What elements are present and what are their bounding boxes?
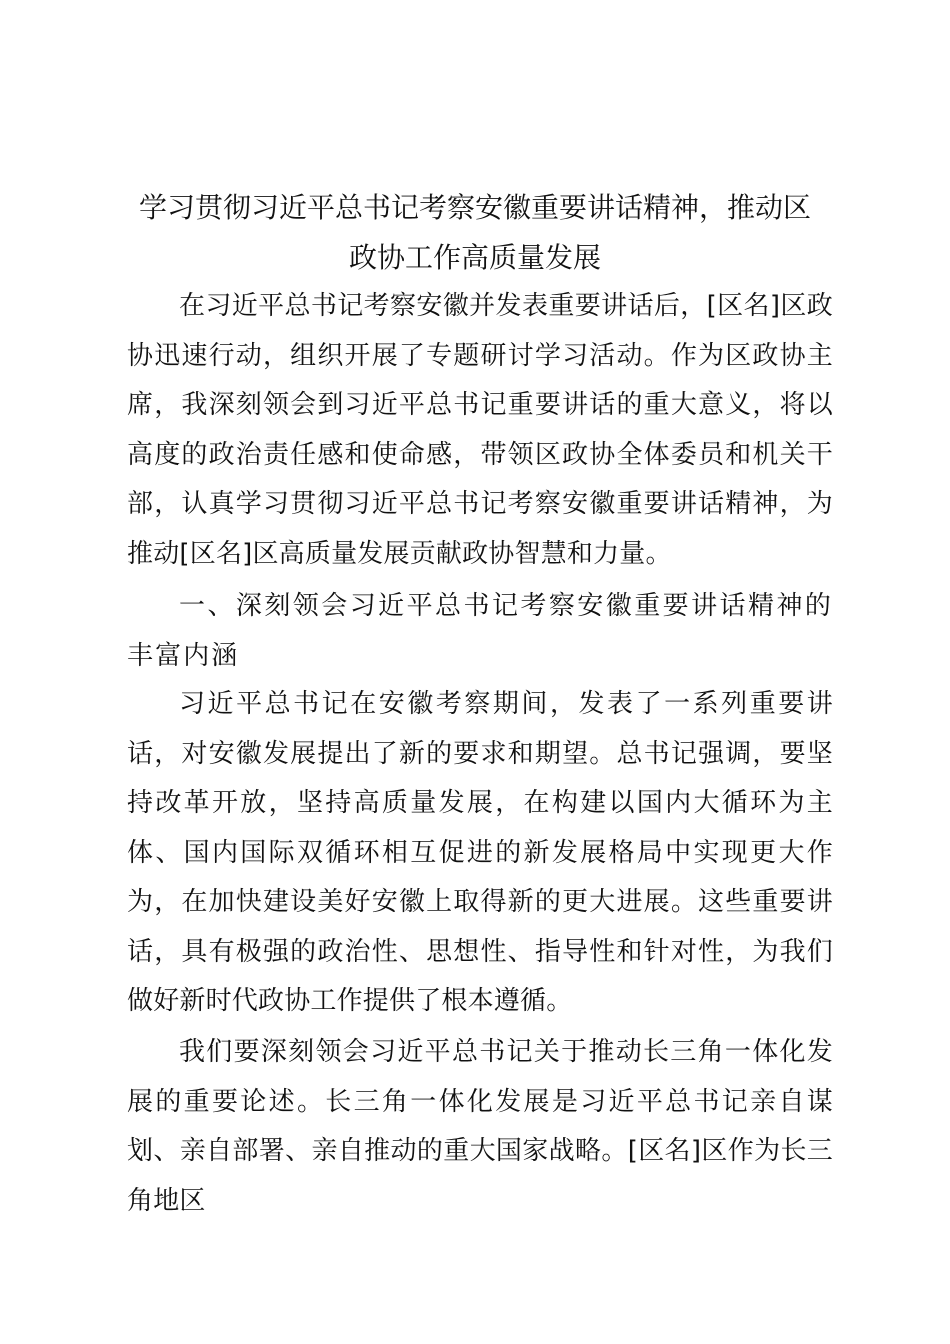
paragraph-intro: 在习近平总书记考察安徽并发表重要讲话后，[区名]区政协迅速行动，组织开展了专题研讨学习活动。作为区政协主席，我深刻领会到习近平总书记重要讲话的重大意义，将以高度的政治责任感和使命感，带领区政协全体委员和机关干部，认真学习贯彻习近平总书记考察安徽重要讲话精神，为推动[区名]区高质量发展贡献政协智慧和力量。 — [127, 291, 833, 569]
section-heading-1: 一、深刻领会习近平总书记考察安徽重要讲话精神的丰富内涵 — [127, 591, 833, 671]
document-title-line-2: 政协工作高质量发展 — [348, 241, 601, 274]
paragraph-yangtze-delta: 我们要深刻领会习近平总书记关于推动长三角一体化发展的重要论述。长三角一体化发展是习近平总书记亲自谋划、亲自部署、亲自推动的重大国家战略。[区名]区作为长三角地区 — [127, 1037, 833, 1216]
document-title-line-1: 学习贯彻习近平总书记考察安徽重要讲话精神，推动区 — [138, 191, 811, 224]
paragraph-speech-content: 习近平总书记在安徽考察期间，发表了一系列重要讲话，对安徽发展提出了新的要求和期望。总书记强调，要坚持改革开放，坚持高质量发展，在构建以国内大循环为主体、国内国际双循环相互促进的新发展格局中实现更大作为，在加快建设美好安徽上取得新的更大进展。这些重要讲话，具有极强的政治性、思想性、指导性和针对性，为我们做好新时代政协工作提供了根本遵循。 — [127, 689, 833, 1016]
